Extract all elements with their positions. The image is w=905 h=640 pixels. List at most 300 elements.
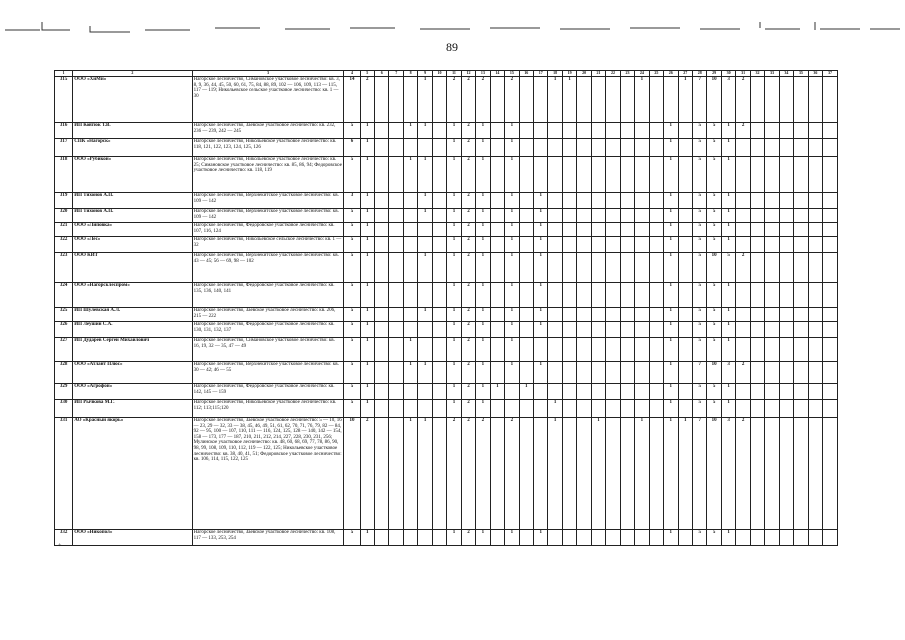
value-cell	[562, 123, 576, 139]
value-cell	[823, 237, 838, 253]
value-cell	[649, 77, 663, 123]
value-cell: 1	[447, 338, 461, 362]
value-cell	[432, 530, 446, 546]
lessee-name: ООО «Лес»	[73, 237, 192, 253]
value-cell: 1	[360, 237, 374, 253]
value-cell: 1	[505, 209, 519, 223]
value-cell: 1	[721, 139, 735, 157]
value-cell: 1	[403, 418, 417, 530]
value-cell: 1	[505, 253, 519, 283]
value-cell	[375, 338, 389, 362]
value-cell	[562, 253, 576, 283]
value-cell	[432, 384, 446, 400]
value-cell	[635, 530, 649, 546]
value-cell	[823, 308, 838, 322]
value-cell: 5	[707, 308, 721, 322]
value-cell	[794, 338, 808, 362]
value-cell	[490, 123, 504, 139]
forest-plot-description: Нагорское лесничество, Верхнекитское участковое лесничество: кв. 109 — 142	[192, 209, 344, 223]
value-cell	[808, 322, 822, 338]
table-row	[55, 384, 838, 400]
value-cell	[548, 123, 562, 139]
value-cell	[577, 209, 591, 223]
value-cell: 1	[360, 223, 374, 237]
column-header: 2	[73, 71, 192, 77]
value-cell	[591, 157, 605, 193]
value-cell: 1	[476, 253, 490, 283]
value-cell: 1	[534, 322, 548, 338]
value-cell: 1	[534, 283, 548, 308]
value-cell	[606, 139, 620, 157]
value-cell: 1	[403, 123, 417, 139]
forest-plot-description: Нагорское лесничество, Федоровское участковое лесничество: кв. 107, 116, 124	[192, 223, 344, 237]
value-cell	[765, 384, 779, 400]
column-header: 16	[519, 71, 533, 77]
value-cell: 5	[344, 237, 360, 253]
column-header: 6	[375, 71, 389, 77]
value-cell: 2	[447, 418, 461, 530]
value-cell	[389, 223, 403, 237]
value-cell: 3	[721, 362, 735, 384]
value-cell	[389, 418, 403, 530]
value-cell	[678, 139, 692, 157]
value-cell: 1	[418, 418, 432, 530]
value-cell: 5	[707, 283, 721, 308]
value-cell: 1	[678, 77, 692, 123]
value-cell	[635, 362, 649, 384]
value-cell	[562, 362, 576, 384]
value-cell	[562, 384, 576, 400]
value-cell	[606, 237, 620, 253]
value-cell	[548, 157, 562, 193]
value-cell: 5	[721, 253, 735, 283]
column-header: 32	[750, 71, 764, 77]
value-cell: 1	[476, 157, 490, 193]
value-cell	[750, 123, 764, 139]
forest-plot-description: Нагорское лесничество, Заевское участковое лесничество: кв. 206, 215 — 222	[192, 308, 344, 322]
value-cell: 1	[664, 139, 678, 157]
value-cell: 2	[461, 400, 475, 418]
value-cell: 1	[534, 362, 548, 384]
column-header: 33	[765, 71, 779, 77]
value-cell	[548, 223, 562, 237]
value-cell	[403, 283, 417, 308]
value-cell: 1	[505, 338, 519, 362]
value-cell: 5	[692, 123, 706, 139]
value-cell: 2	[461, 223, 475, 237]
value-cell: 2	[461, 253, 475, 283]
value-cell	[750, 253, 764, 283]
value-cell: 10	[707, 362, 721, 384]
value-cell	[823, 157, 838, 193]
value-cell	[548, 362, 562, 384]
value-cell: 1	[476, 193, 490, 209]
value-cell	[794, 77, 808, 123]
value-cell: 1	[418, 157, 432, 193]
value-cell	[794, 253, 808, 283]
value-cell	[649, 193, 663, 209]
value-cell	[649, 384, 663, 400]
value-cell	[635, 283, 649, 308]
value-cell	[794, 139, 808, 157]
value-cell: 2	[736, 362, 750, 384]
value-cell	[403, 223, 417, 237]
row-number: 321	[55, 223, 73, 237]
value-cell	[432, 283, 446, 308]
value-cell	[490, 338, 504, 362]
value-cell	[750, 362, 764, 384]
value-cell: 5	[344, 253, 360, 283]
value-cell	[823, 77, 838, 123]
value-cell	[389, 193, 403, 209]
value-cell: 5	[707, 338, 721, 362]
value-cell	[635, 400, 649, 418]
value-cell	[591, 322, 605, 338]
value-cell	[808, 253, 822, 283]
value-cell	[562, 223, 576, 237]
value-cell: 2	[461, 308, 475, 322]
column-header: 20	[577, 71, 591, 77]
value-cell	[432, 77, 446, 123]
value-cell	[678, 283, 692, 308]
value-cell: 1	[360, 308, 374, 322]
value-cell	[779, 209, 793, 223]
value-cell	[534, 338, 548, 362]
lessee-name: ИП Ковтюк Т.В.	[73, 123, 192, 139]
value-cell: 1	[721, 209, 735, 223]
value-cell	[678, 237, 692, 253]
value-cell: 1	[562, 77, 576, 123]
value-cell	[519, 283, 533, 308]
value-cell	[534, 157, 548, 193]
value-cell: 2	[736, 77, 750, 123]
table-row	[55, 193, 838, 209]
value-cell	[635, 123, 649, 139]
value-cell	[649, 123, 663, 139]
value-cell	[505, 400, 519, 418]
value-cell	[794, 157, 808, 193]
column-header: 23	[620, 71, 634, 77]
column-header: 34	[779, 71, 793, 77]
value-cell	[418, 283, 432, 308]
value-cell	[823, 139, 838, 157]
value-cell: 1	[360, 209, 374, 223]
column-header: 4	[344, 71, 360, 77]
lessee-name: СПК «Нагорск»	[73, 139, 192, 157]
row-number: 318	[55, 157, 73, 193]
value-cell	[736, 237, 750, 253]
value-cell: 1	[664, 418, 678, 530]
row-number: 332	[55, 530, 73, 546]
table-row	[55, 157, 838, 193]
value-cell: 1	[476, 308, 490, 322]
row-number: 320	[55, 209, 73, 223]
value-cell	[678, 400, 692, 418]
value-cell: 1	[447, 362, 461, 384]
row-number: 323	[55, 253, 73, 283]
value-cell: 1	[476, 123, 490, 139]
value-cell	[490, 209, 504, 223]
value-cell	[765, 283, 779, 308]
value-cell	[519, 362, 533, 384]
value-cell: 5	[707, 322, 721, 338]
value-cell	[548, 322, 562, 338]
value-cell	[403, 209, 417, 223]
value-cell: 2	[360, 77, 374, 123]
value-cell: 1	[721, 384, 735, 400]
value-cell: 1	[360, 322, 374, 338]
value-cell	[418, 237, 432, 253]
value-cell: 5	[344, 223, 360, 237]
value-cell	[794, 223, 808, 237]
value-cell	[432, 400, 446, 418]
value-cell: 1	[664, 253, 678, 283]
value-cell	[505, 384, 519, 400]
value-cell	[779, 338, 793, 362]
value-cell	[678, 322, 692, 338]
value-cell	[808, 418, 822, 530]
value-cell	[577, 139, 591, 157]
table-row	[55, 362, 838, 384]
page-number: 89	[446, 40, 458, 54]
value-cell: 5	[344, 530, 360, 546]
value-cell	[620, 400, 634, 418]
column-header: 25	[649, 71, 663, 77]
value-cell	[577, 193, 591, 209]
value-cell	[620, 530, 634, 546]
value-cell: 1	[505, 322, 519, 338]
forest-plot-description: Нагорское лесничество, Никольевское участковое лесничество: кв. 118, 121, 122, 123, 124, 125, 126	[192, 139, 344, 157]
value-cell	[389, 209, 403, 223]
value-cell	[794, 193, 808, 209]
lessee-name: ООО «Липовка»	[73, 223, 192, 237]
value-cell	[562, 139, 576, 157]
value-cell	[794, 123, 808, 139]
value-cell	[808, 237, 822, 253]
value-cell	[635, 237, 649, 253]
value-cell	[548, 139, 562, 157]
column-header: 26	[664, 71, 678, 77]
value-cell	[432, 193, 446, 209]
value-cell	[765, 418, 779, 530]
lessee-table	[54, 70, 838, 546]
value-cell: 5	[692, 223, 706, 237]
value-cell	[403, 400, 417, 418]
forest-plot-description: Нагорское лесничество, Никольевское участковое лесничество: кв. 25; Симановское участковое лесничество: кв. 85, 86, 94; Федоровское участковое лесничество: кв. 118, 119	[192, 157, 344, 193]
value-cell	[750, 400, 764, 418]
value-cell: 1	[476, 400, 490, 418]
row-number: 324	[55, 283, 73, 308]
lessee-name: ООО «Никопол»	[73, 530, 192, 546]
row-number: 322	[55, 237, 73, 253]
value-cell	[606, 193, 620, 209]
value-cell: 1	[418, 209, 432, 223]
value-cell: 5	[344, 400, 360, 418]
value-cell	[779, 237, 793, 253]
value-cell: 1	[721, 157, 735, 193]
value-cell: 1	[360, 530, 374, 546]
value-cell: 5	[692, 384, 706, 400]
value-cell: 1	[534, 308, 548, 322]
value-cell	[779, 77, 793, 123]
value-cell	[620, 362, 634, 384]
column-header: 3	[192, 71, 344, 77]
lessee-name: ООО «Нагорсклеспром»	[73, 283, 192, 308]
column-header: 10	[432, 71, 446, 77]
value-cell	[548, 283, 562, 308]
value-cell: 2	[461, 283, 475, 308]
value-cell	[649, 283, 663, 308]
value-cell: 1	[447, 400, 461, 418]
value-cell: 5	[692, 253, 706, 283]
value-cell	[418, 384, 432, 400]
value-cell	[577, 223, 591, 237]
value-cell: 5	[707, 139, 721, 157]
value-cell: 1	[519, 384, 533, 400]
value-cell	[606, 223, 620, 237]
value-cell	[779, 530, 793, 546]
value-cell: 1	[548, 418, 562, 530]
value-cell	[577, 123, 591, 139]
value-cell	[649, 308, 663, 322]
value-cell: 5	[692, 139, 706, 157]
value-cell	[606, 384, 620, 400]
value-cell	[548, 193, 562, 209]
value-cell	[534, 123, 548, 139]
value-cell: 1	[403, 157, 417, 193]
value-cell	[808, 157, 822, 193]
value-cell: 7	[692, 418, 706, 530]
value-cell: 5	[344, 338, 360, 362]
value-cell	[750, 322, 764, 338]
value-cell	[649, 362, 663, 384]
value-cell	[375, 209, 389, 223]
row-number: 316	[55, 123, 73, 139]
value-cell	[635, 308, 649, 322]
value-cell: 10	[707, 253, 721, 283]
value-cell	[389, 237, 403, 253]
value-cell	[389, 157, 403, 193]
value-cell: 1	[418, 253, 432, 283]
value-cell	[577, 418, 591, 530]
value-cell	[519, 530, 533, 546]
value-cell	[765, 193, 779, 209]
value-cell: 1	[721, 400, 735, 418]
value-cell: 1	[360, 384, 374, 400]
value-cell	[794, 530, 808, 546]
value-cell: 2	[461, 338, 475, 362]
table-row	[55, 123, 838, 139]
value-cell	[649, 223, 663, 237]
value-cell	[635, 157, 649, 193]
table-row	[55, 322, 838, 338]
table-row	[55, 400, 838, 418]
value-cell	[591, 338, 605, 362]
value-cell: 5	[344, 362, 360, 384]
column-header: 21	[591, 71, 605, 77]
value-cell	[432, 253, 446, 283]
value-cell	[389, 384, 403, 400]
lessee-name: ИП Тихонов А.П.	[73, 193, 192, 209]
value-cell: 1	[534, 237, 548, 253]
value-cell	[765, 530, 779, 546]
table-row	[55, 338, 838, 362]
value-cell	[591, 530, 605, 546]
row-number: 315	[55, 77, 73, 123]
value-cell	[606, 123, 620, 139]
value-cell	[389, 530, 403, 546]
value-cell	[649, 530, 663, 546]
value-cell	[490, 253, 504, 283]
value-cell	[389, 253, 403, 283]
value-cell	[606, 530, 620, 546]
value-cell	[620, 237, 634, 253]
value-cell	[649, 209, 663, 223]
value-cell	[620, 384, 634, 400]
value-cell: 3	[721, 77, 735, 123]
column-header: 17	[534, 71, 548, 77]
value-cell	[577, 530, 591, 546]
lessee-name: АО «Красный якорь»	[73, 418, 192, 530]
row-number: 329	[55, 384, 73, 400]
value-cell: 2	[461, 139, 475, 157]
column-header: 30	[721, 71, 735, 77]
forest-plot-description: Нагорское лесничество, Никольевское участковое лесничество: кв. 112; 113;115;120	[192, 400, 344, 418]
value-cell	[823, 362, 838, 384]
forest-plot-description: Нагорское лесничество, Верхнекитское участковое лесничество: кв. 109 — 142	[192, 193, 344, 209]
value-cell	[649, 338, 663, 362]
table-row	[55, 77, 838, 123]
value-cell: 1	[476, 283, 490, 308]
value-cell	[432, 237, 446, 253]
value-cell	[375, 157, 389, 193]
value-cell	[490, 530, 504, 546]
value-cell: 1	[721, 308, 735, 322]
value-cell	[823, 322, 838, 338]
value-cell: 1	[534, 530, 548, 546]
value-cell: 1	[476, 362, 490, 384]
value-cell	[403, 253, 417, 283]
value-cell: 1	[664, 123, 678, 139]
value-cell: 5	[707, 400, 721, 418]
row-number: 330	[55, 400, 73, 418]
value-cell	[403, 530, 417, 546]
value-cell	[606, 157, 620, 193]
value-cell	[490, 223, 504, 237]
value-cell: 5	[692, 530, 706, 546]
value-cell: 1	[418, 77, 432, 123]
table-row	[55, 139, 838, 157]
value-cell	[375, 322, 389, 338]
value-cell	[779, 308, 793, 322]
value-cell	[403, 139, 417, 157]
value-cell: 1	[548, 400, 562, 418]
value-cell	[375, 223, 389, 237]
value-cell: 2	[505, 418, 519, 530]
value-cell: 1	[403, 338, 417, 362]
value-cell	[765, 322, 779, 338]
lessee-name: ИП Рычкова М.Г.	[73, 400, 192, 418]
value-cell: 2	[461, 209, 475, 223]
value-cell	[577, 283, 591, 308]
value-cell	[403, 322, 417, 338]
value-cell	[490, 139, 504, 157]
row-number: 319	[55, 193, 73, 209]
row-number: 328	[55, 362, 73, 384]
value-cell: 1	[505, 193, 519, 209]
value-cell: 2	[461, 418, 475, 530]
value-cell	[779, 223, 793, 237]
